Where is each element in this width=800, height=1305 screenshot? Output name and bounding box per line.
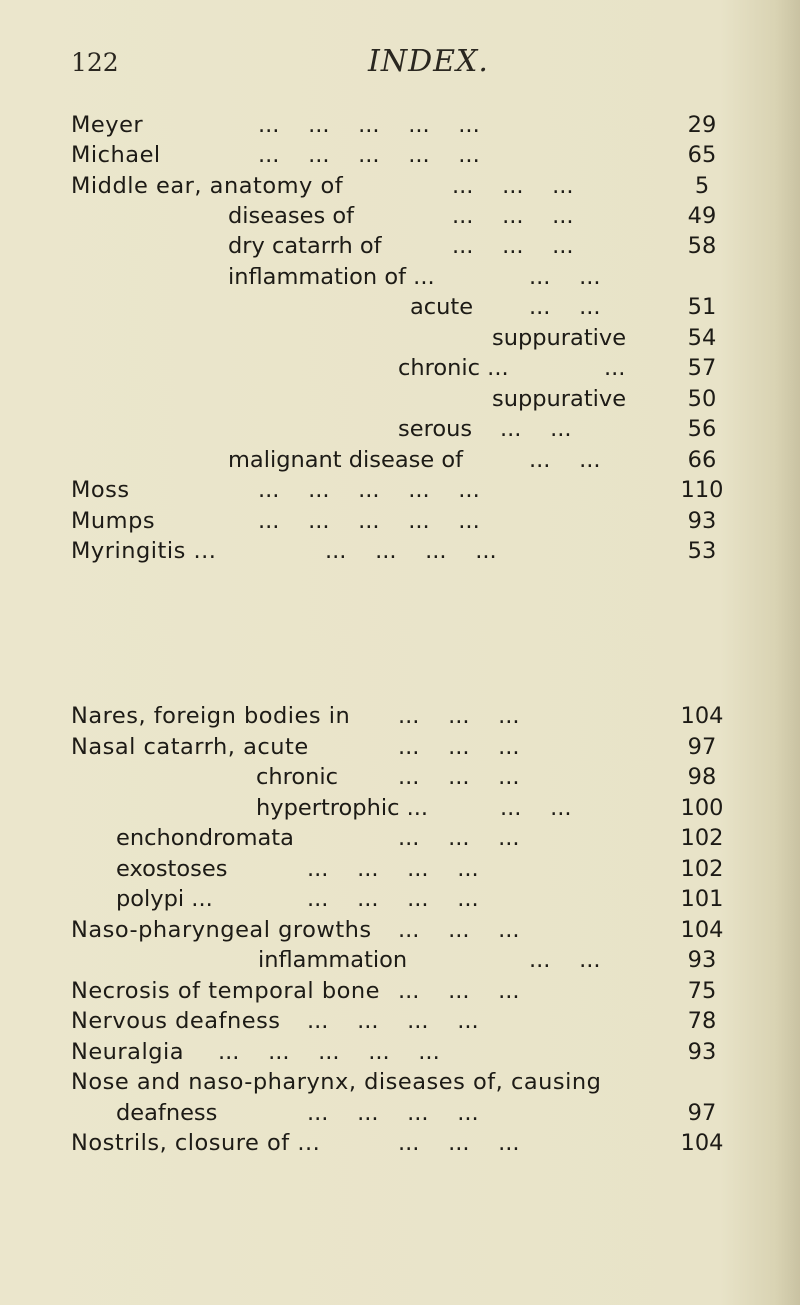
index-entry <box>0 762 800 792</box>
entry-text: Moss <box>71 477 130 503</box>
index-entry <box>0 732 800 762</box>
entry-text: Nares, foreign bodies in <box>71 703 351 729</box>
entry-page: 56 <box>687 416 717 442</box>
entry-text: Middle ear, anatomy of <box>71 173 344 199</box>
leader-dots: ... ... ... <box>398 917 520 943</box>
index-entry <box>0 793 800 823</box>
entry-text: suppurative <box>492 386 627 412</box>
index-entry <box>0 231 800 261</box>
entry-text: inflammation <box>258 947 408 973</box>
leader-dots: ... ... <box>500 416 572 442</box>
leader-dots: ... ... ... <box>398 734 520 760</box>
entry-text: Naso-pharyngeal growths <box>71 917 372 943</box>
leader-dots: ... ... ... <box>398 1130 520 1156</box>
index-entry <box>0 414 800 444</box>
entry-text: inflammation of ... <box>228 264 435 290</box>
entry-text: Neuralgia <box>71 1039 185 1065</box>
page-header <box>0 44 800 84</box>
index-entry <box>0 945 800 975</box>
entry-text: diseases of <box>228 203 355 229</box>
entry-text: acute <box>410 294 474 320</box>
leader-dots: ... ... ... ... ... <box>218 1039 440 1065</box>
index-entry <box>0 1098 800 1128</box>
entry-page: 102 <box>680 825 724 851</box>
leader-dots: ... ... ... ... ... <box>258 477 480 503</box>
entry-page: 66 <box>687 447 717 473</box>
page-number: 122 <box>71 48 119 77</box>
entry-page: 5 <box>694 173 710 199</box>
entry-page: 51 <box>687 294 717 320</box>
entry-page: 49 <box>687 203 717 229</box>
entry-page: 65 <box>687 142 717 168</box>
entry-page: 98 <box>687 764 717 790</box>
entry-page: 100 <box>680 795 724 821</box>
entry-text: chronic <box>256 764 339 790</box>
leader-dots: ... ... ... ... <box>307 1008 479 1034</box>
index-entry <box>0 201 800 231</box>
entry-page: 104 <box>680 703 724 729</box>
leader-dots: ... ... <box>529 294 601 320</box>
entry-text: Necrosis of temporal bone <box>71 978 380 1004</box>
entry-page: 97 <box>687 1100 717 1126</box>
entry-page: 104 <box>680 1130 724 1156</box>
leader-dots: ... ... <box>529 947 601 973</box>
leader-dots: ... ... ... <box>398 764 520 790</box>
entry-text: malignant disease of <box>228 447 464 473</box>
entry-text: Myringitis ... <box>71 538 217 564</box>
index-entry <box>0 1037 800 1067</box>
entry-text: hypertrophic ... <box>256 795 429 821</box>
entry-page: 93 <box>687 947 717 973</box>
index-entry <box>0 536 800 566</box>
index-entry <box>0 475 800 505</box>
leader-dots: ... ... ... <box>452 203 574 229</box>
leader-dots: ... ... <box>500 795 572 821</box>
entry-text: Michael <box>71 142 161 168</box>
entry-page: 102 <box>680 856 724 882</box>
leader-dots: ... <box>604 355 626 381</box>
index-entry <box>0 292 800 322</box>
index-entry <box>0 976 800 1006</box>
entry-page: 93 <box>687 1039 717 1065</box>
leader-dots: ... ... ... <box>398 825 520 851</box>
entry-page: 29 <box>687 112 717 138</box>
entry-page: 58 <box>687 233 717 259</box>
entry-page: 78 <box>687 1008 717 1034</box>
index-entry <box>0 701 800 731</box>
entry-text: deafness <box>116 1100 218 1126</box>
entry-text: enchondromata <box>116 825 294 851</box>
index-entry <box>0 1128 800 1158</box>
index-entry <box>0 110 800 140</box>
entry-text: polypi ... <box>116 886 213 912</box>
entry-page: 57 <box>687 355 717 381</box>
entry-text: Nasal catarrh, acute <box>71 734 309 760</box>
entry-page: 97 <box>687 734 717 760</box>
leader-dots: ... ... ... <box>452 173 574 199</box>
entry-text: chronic ... <box>398 355 509 381</box>
entry-page: 75 <box>687 978 717 1004</box>
index-entry <box>0 823 800 853</box>
entry-text: Nose and naso-pharynx, diseases of, causing <box>71 1069 602 1095</box>
leader-dots: ... ... ... ... <box>307 886 479 912</box>
index-entry <box>0 262 800 292</box>
running-title: INDEX. <box>368 44 489 79</box>
index-entry <box>0 884 800 914</box>
entry-text: Meyer <box>71 112 144 138</box>
leader-dots: ... ... ... ... <box>307 1100 479 1126</box>
entry-text: serous <box>398 416 473 442</box>
leader-dots: ... ... ... <box>398 703 520 729</box>
entry-text: Nostrils, closure of ... <box>71 1130 321 1156</box>
index-entry <box>0 353 800 383</box>
index-entry <box>0 854 800 884</box>
index-entry <box>0 140 800 170</box>
index-entry <box>0 506 800 536</box>
leader-dots: ... ... ... ... <box>307 856 479 882</box>
index-entry <box>0 445 800 475</box>
leader-dots: ... ... ... <box>398 978 520 1004</box>
entry-page: 93 <box>687 508 717 534</box>
entry-text: Nervous deafness <box>71 1008 281 1034</box>
index-entry <box>0 171 800 201</box>
index-entry <box>0 1006 800 1036</box>
entry-page: 53 <box>687 538 717 564</box>
index-entry <box>0 323 800 353</box>
entry-page: 110 <box>680 477 724 503</box>
entry-page: 101 <box>680 886 724 912</box>
leader-dots: ... ... ... ... ... <box>258 112 480 138</box>
index-entry <box>0 915 800 945</box>
entry-text: dry catarrh of <box>228 233 382 259</box>
entry-page: 50 <box>687 386 717 412</box>
entry-text: suppurative <box>492 325 627 351</box>
entry-text: exostoses <box>116 856 228 882</box>
entry-page: 104 <box>680 917 724 943</box>
leader-dots: ... ... <box>529 447 601 473</box>
leader-dots: ... ... ... <box>452 233 574 259</box>
leader-dots: ... ... ... ... ... <box>258 508 480 534</box>
entry-text: Mumps <box>71 508 156 534</box>
leader-dots: ... ... <box>529 264 601 290</box>
index-entry <box>0 384 800 414</box>
index-entry <box>0 1067 800 1097</box>
leader-dots: ... ... ... ... <box>325 538 497 564</box>
leader-dots: ... ... ... ... ... <box>258 142 480 168</box>
entry-page: 54 <box>687 325 717 351</box>
